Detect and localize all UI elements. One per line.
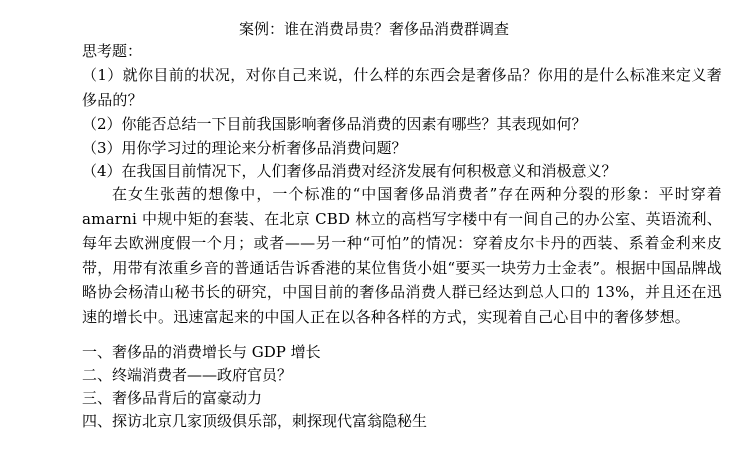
question-4: （4）在我国目前情况下，人们奢侈品消费对经济发展有何积极意义和消极意义？: [82, 162, 617, 180]
questions-heading: 思考题：: [82, 42, 143, 60]
question-1: （1）就你目前的状况，对你自己来说，什么样的东西会是奢侈品？你用的是什么标准来定义奢侈品的？: [82, 66, 722, 109]
question-2: （2）你能否总结一下目前我国影响奢侈品消费的因素有哪些？其表现如何？: [82, 115, 587, 133]
section-heading-3: 三、奢侈品背后的富豪动力: [82, 389, 263, 407]
section-heading-2: 二、终端消费者——政府官员？: [82, 366, 293, 384]
question-3: （3）用你学习过的理论来分析奢侈品消费问题？: [82, 139, 407, 157]
document-title: 案例：谁在消费昂贵？奢侈品消费群调查: [238, 20, 509, 38]
section-heading-1: 一、奢侈品的消费增长与 GDP 增长: [82, 343, 321, 361]
section-heading-4: 四、探访北京几家顶级俱乐部，刺探现代富翁隐秘生: [82, 412, 428, 430]
case-body-paragraph: 在女生张茜的想像中，一个标准的“中国奢侈品消费者”存在两种分裂的形象：平时穿着 amarni 中规中矩的套装、在北京 CBD 林立的高档写字楼中有一间自己的办公室、英语流利、每年去欧洲度假一个月；或者——另一种“可怕”的情况：穿着皮尔卡丹的西装、系着金利来皮带，用带有浓重乡音的普通话告诉香港的某位售货小姐“要买一块劳力士金表”。根据中国品牌战略协会杨清山秘书长的研究，中国目前的奢侈品消费人群已经达到总人口的 13%，并且还在迅速的增长中。迅速富起来的中国人正在以各种各样的方式，实现着自己心目中的奢侈梦想。: [82, 185, 722, 326]
